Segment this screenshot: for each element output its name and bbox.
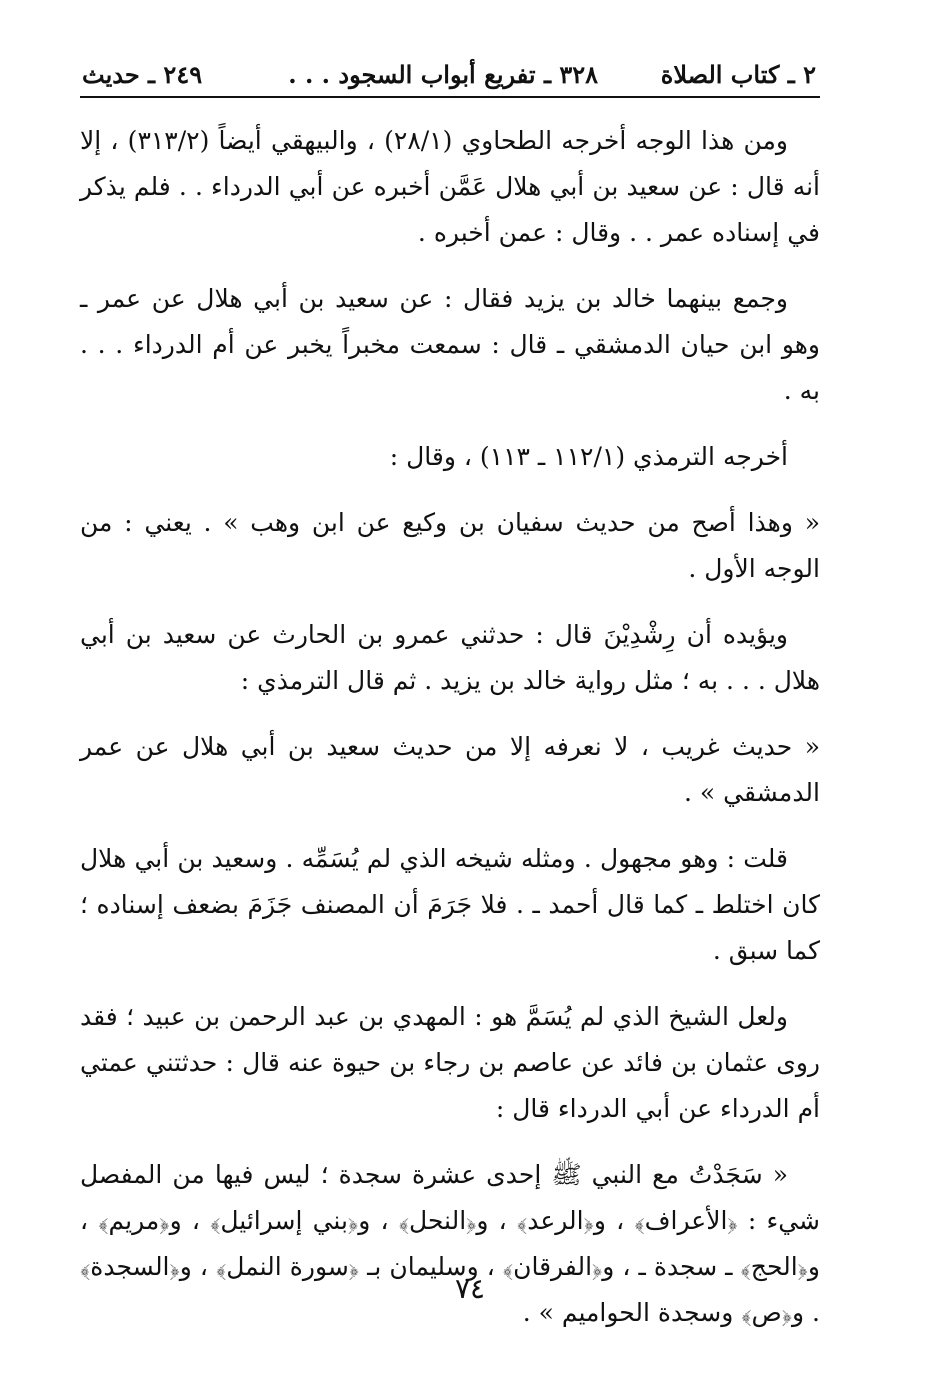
paragraph-6: ولعل الشيخ الذي لم يُسَمَّ هو : المهدي بن عبد الرحمن بن عبيد ؛ فقد روى عثمان بن فائد عن عاصم بن رجاء بن حيوة عنه قال : حدثتني عمتي أم الدرداء عن أبي الدرداء قال :: [80, 1002, 820, 1123]
quote-1: « وهذا أصح من حديث سفيان بن وكيع عن ابن وهب » . يعني : من الوجه الأول .: [80, 508, 820, 583]
header-hadith-number: ٢٤٩ ـ حديث: [82, 60, 203, 89]
page-header: [80, 58, 820, 98]
header-section: ٣٢٨ ـ تفريع أبواب السجود . . .: [288, 60, 598, 89]
quote-3: « سَجَدْتُ مع النبي ﷺ إحدى عشرة سجدة ؛ ليس فيها من المفصل شيء : ﴿الأعراف﴾ ، و﴿الرعد﴾ ، و﴿النحل﴾ ، و﴿بني إسرائيل﴾ ، و﴿مريم﴾ ، و﴿الحج﴾ ـ سجدة ـ ، و﴿الفرقان﴾ ، وسليمان بـ ﴿سورة النمل﴾ ، و﴿السجدة﴾ . و﴿ص﴾ وسجدة الحواميم » .: [80, 1160, 820, 1327]
paragraph-4: ويؤيده أن رِشْدِيْنَ قال : حدثني عمرو بن الحارث عن سعيد بن أبي هلال . . . به ؛ مثل رواية خالد بن يزيد . ثم قال الترمذي :: [80, 620, 820, 695]
paragraph-2: وجمع بينهما خالد بن يزيد فقال : عن سعيد بن أبي هلال عن عمر ـ وهو ابن حيان الدمشقي ـ قال : سمعت مخبراً يخبر عن أم الدرداء . . . به .: [80, 284, 820, 405]
header-chapter: ٢ ـ كتاب الصلاة: [660, 60, 816, 89]
paragraph-5: قلت : وهو مجهول . ومثله شيخه الذي لم يُسَمِّه . وسعيد بن أبي هلال كان اختلط ـ كما قال أحمد ـ . فلا جَرَمَ أن المصنف جَزَمَ بضعف إسناده ؛ كما سبق .: [80, 844, 820, 965]
page-body: [80, 118, 820, 1356]
paragraph-1: ومن هذا الوجه أخرجه الطحاوي (٢٨/١) ، والبيهقي أيضاً (٣١٣/٢) ، إلا أنه قال : عن سعيد بن أبي هلال عَمَّن أخبره عن أبي الدرداء . . فلم يذكر في إسناده عمر . . وقال : عمن أخبره .: [80, 126, 820, 247]
quote-2: « حديث غريب ، لا نعرفه إلا من حديث سعيد بن أبي هلال عن عمر الدمشقي » .: [80, 732, 820, 807]
paragraph-3: أخرجه الترمذي (١١٢/١ ـ ١١٣) ، وقال :: [389, 442, 788, 471]
page-number: ٧٤: [454, 1272, 486, 1305]
